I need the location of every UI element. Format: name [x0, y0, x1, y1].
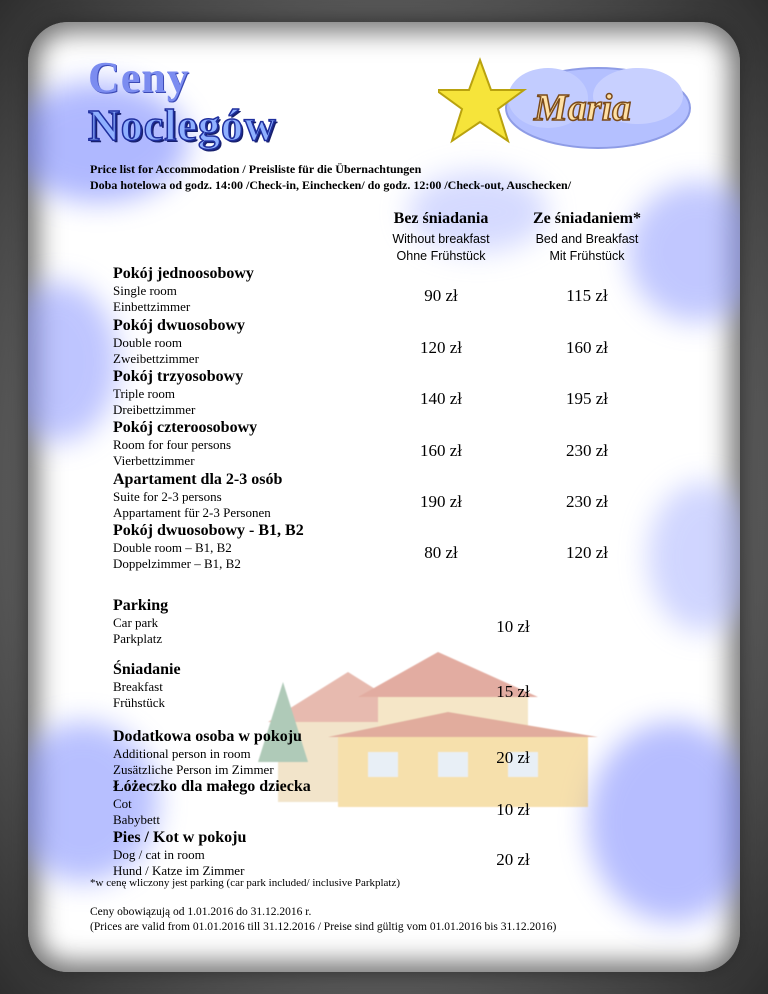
price-no-breakfast: 140 zł [419, 389, 463, 408]
room-row [113, 470, 282, 521]
column-en: Without breakfast [392, 232, 490, 246]
star-icon [438, 60, 524, 141]
extra-name: Dodatkowa osoba w pokoju [113, 728, 302, 745]
extra-price: 10 zł [496, 617, 530, 636]
validity-line-2: (Prices are valid from 01.01.2016 till 31.12.2016 / Preise sind gültig vom 01.01.2016 bis 31.12.2016) [90, 921, 557, 933]
extra-name-en: Car park [113, 615, 159, 630]
extra-name: Śniadanie [113, 661, 181, 678]
price-no-breakfast: 80 zł [424, 543, 458, 562]
extra-row [113, 727, 302, 778]
extra-row [113, 660, 181, 711]
room-row [113, 367, 243, 418]
room-name-en: Triple room [113, 386, 175, 401]
price-with-breakfast: 195 zł [565, 389, 609, 408]
logo-text: Maria [534, 87, 632, 129]
title-line-2: Noclegów [88, 101, 277, 150]
extra-price: 20 zł [496, 748, 530, 767]
room-name: Pokój jednoosobowy [113, 265, 254, 282]
room-name: Apartament dla 2-3 osób [113, 471, 283, 488]
column-en: Bed and Breakfast [535, 232, 639, 246]
extra-row [113, 828, 246, 879]
maria-logo [438, 56, 692, 156]
room-name: Pokój dwuosobowy - B1, B2 [113, 522, 304, 539]
room-row [113, 418, 257, 469]
price-no-breakfast: 160 zł [419, 441, 463, 460]
room-name-en: Single room [113, 283, 177, 298]
extra-name-de: Frühstück [113, 695, 165, 710]
column-title: Bez śniadania [393, 210, 489, 227]
column-de: Ohne Frühstück [396, 249, 486, 263]
room-name: Pokój czteroosobowy [113, 419, 258, 436]
extra-row [113, 596, 168, 647]
extra-name-de: Parkplatz [113, 631, 163, 646]
column-header-with-breakfast [512, 210, 662, 265]
extra-name-en: Dog / cat in room [113, 847, 205, 862]
room-name-de: Zweibettzimmer [113, 351, 199, 366]
price-no-breakfast: 120 zł [419, 338, 463, 357]
room-name-en: Double room [113, 335, 182, 350]
price-with-breakfast: 230 zł [565, 441, 609, 460]
extra-price: 15 zł [496, 682, 530, 701]
room-name-en: Suite for 2-3 persons [113, 489, 222, 504]
price-with-breakfast: 230 zł [565, 492, 609, 511]
price-no-breakfast: 190 zł [419, 492, 463, 511]
room-name-de: Doppelzimmer – B1, B2 [113, 556, 241, 571]
extra-price: 10 zł [496, 800, 530, 819]
title-line-1: Ceny [88, 53, 190, 102]
room-name: Pokój dwuosobowy [113, 317, 246, 334]
room-row [113, 264, 254, 315]
room-name-en: Double room – B1, B2 [113, 540, 232, 555]
room-name-en: Room for four persons [113, 437, 232, 452]
room-name-de: Appartament für 2-3 Personen [113, 505, 271, 520]
extra-name: Łóżeczko dla małego dziecka [113, 778, 311, 795]
extra-price: 20 zł [496, 850, 530, 869]
room-name-de: Vierbettzimmer [113, 453, 195, 468]
price-with-breakfast: 115 zł [566, 286, 608, 305]
price-with-breakfast: 160 zł [565, 338, 609, 357]
validity-line-1: Ceny obowiązują od 1.01.2016 do 31.12.2016 r. [90, 906, 312, 918]
extra-name-en: Breakfast [113, 679, 163, 694]
column-header-no-breakfast [366, 210, 516, 265]
extra-name-en: Additional person in room [113, 746, 251, 761]
column-title: Ze śniadaniem* [532, 210, 641, 227]
extra-name: Parking [113, 597, 169, 614]
room-name-de: Dreibettzimmer [113, 402, 196, 417]
extra-row [113, 777, 311, 828]
header-line-2: Doba hotelowa od godz. 14:00 /Check-in, Einchecken/ do godz. 12:00 /Check-out, Auschecken/ [90, 178, 572, 192]
extra-name-de: Babybett [113, 812, 160, 827]
header-line-1: Price list for Accommodation / Preisliste für die Übernachtungen [90, 162, 422, 176]
price-with-breakfast: 120 zł [565, 543, 609, 562]
extra-name-de: Hund / Katze im Zimmer [113, 863, 245, 878]
column-de: Mit Frühstück [549, 249, 625, 263]
extra-name: Pies / Kot w pokoju [113, 829, 247, 846]
room-name: Pokój trzyosobowy [113, 368, 244, 385]
room-row [113, 316, 245, 367]
extra-name-de: Zusätzliche Person im Zimmer [113, 762, 274, 777]
room-row [113, 521, 304, 572]
price-no-breakfast: 90 zł [424, 286, 458, 305]
breakfast-note: *w cenę wliczony jest parking (car park included/ inclusive Parkplatz) [90, 877, 401, 889]
extra-name-en: Cot [113, 796, 132, 811]
room-name-de: Einbettzimmer [113, 299, 191, 314]
